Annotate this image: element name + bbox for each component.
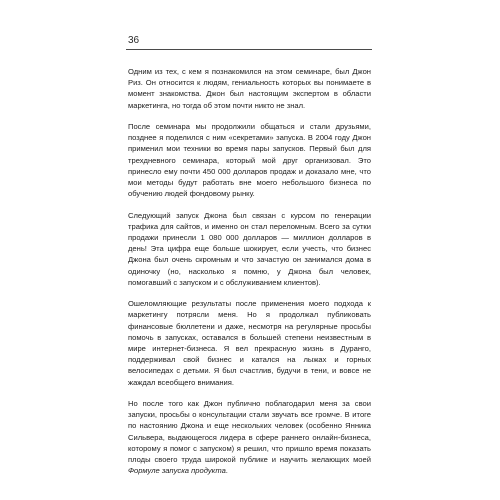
paragraph-4: Ошеломляющие результаты после применения моего подхода к маркетингу потрясли меня. Но я продолжал публиковать финансовые бюллетени и даже, несмотря на регулярные просьбы помочь в запусках, оставался в большей степени неизвестным в мире интернет-бизнеса. Я вел прекрасную жизнь в Дуранго, поддерживал свой бизнес и катался на лыжах и горных велосипедах с детьми. Я был счастлив, будучи в тени, и вовсе не жаждал всеобщего внимания.	[128, 299, 371, 387]
paragraph-2: После семинара мы продолжили общаться и стали друзьями, позднее я поделился с ним «секретами» запуска. В 2004 году Джон применил мои техники во время пары запусков. Первый был для трехдневного семинара, который мой друг организовал. Это принесло ему почти 450 000 долларов продаж и доказало мне, что мои методы будут работать вне моего небольшого бизнеса по обучению людей фондовому рынку.	[128, 122, 371, 199]
paragraph-5-end: .	[225, 466, 228, 476]
paragraph-3: Следующий запуск Джона был связан с курсом по генерации трафика для сайтов, и именно он стал переломным. Всего за сутки продажи принесли 1 080 000 долларов — миллион долларов в день! Эта цифра еще больше шокирует, если учесть, что бизнес Джона был очень скромным и что зачастую он занимался дома в одиночку (но, насколько я помню, у Джона был человек, помогавший с запуском и с обслуживанием клиентов).	[128, 210, 371, 287]
header-rule	[126, 49, 372, 50]
page-number: 36	[128, 35, 140, 46]
paragraph-5-text: Но после того как Джон публично поблагодарил меня за свои запуски, просьбы о консультации стали звучать все громче. В итоге по настоянию Джона и еще нескольких человек (особенно Янника Сильвера, выдающегося лидера в сфере раннего онлайн-бизнеса, которому я помог с запуском) я решил, что пришло время показать плоды своего труда широкой публике и научить желающих моей	[128, 399, 371, 465]
paragraph-1: Одним из тех, с кем я познакомился на этом семинаре, был Джон Риз. Он относится к людям, гениальность которых вы понимаете в момент знакомства. Джон был настоящим экспертом в области маркетинга, но тогда об этом почти никто не знал.	[128, 67, 371, 110]
paragraph-5	[128, 398, 371, 476]
paragraph-5-emphasis: Формуле запуска продукта	[128, 466, 226, 476]
body-text	[128, 66, 371, 487]
